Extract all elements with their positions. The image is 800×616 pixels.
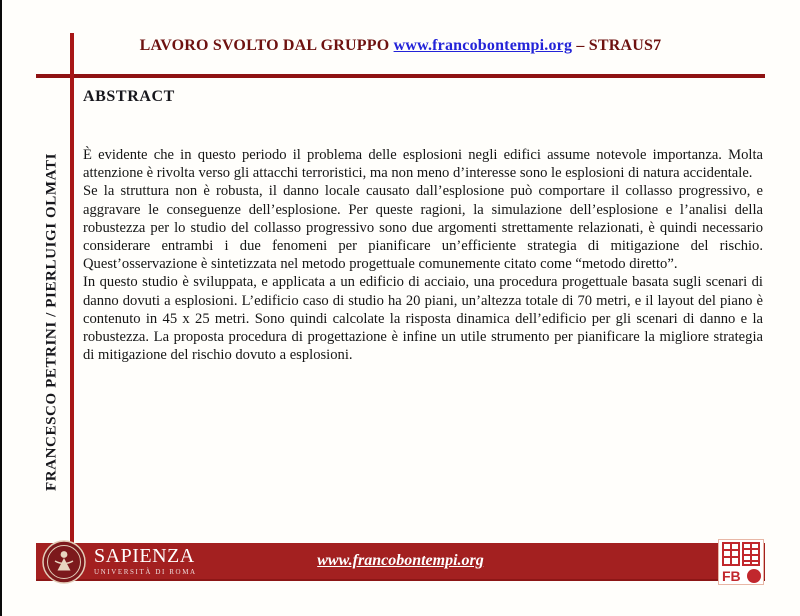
- red-vertical-rule: [70, 33, 74, 543]
- stamp-letters: FB: [722, 568, 741, 584]
- header-prefix-text: LAVORO SVOLTO DAL GRUPPO: [139, 37, 394, 54]
- page-left-edge-line: [0, 0, 2, 616]
- header-website-link[interactable]: www.francobontempi.org: [393, 37, 573, 54]
- header-suffix-text: – STRAUS7: [572, 37, 662, 54]
- abstract-paragraph-2: Se la struttura non è robusta, il danno locale causato dall’esplosione può comportare il collasso progressivo, e aggravare le conseguenze dell’esplosione. Per queste ragioni, la simulazione dell’esplosione e l’analisi della robustezza per lo studio del collasso progressivo sono due argomenti strettamente relazionati, è quindi necessario considerare entrambi i due fenomeni per pianificare un’efficiente strategia di mitigazione del rischio. Quest’osservazione è sintetizzata nel metodo progettuale comunemente citato come “metodo diretto”.: [83, 183, 763, 273]
- footer-website-link[interactable]: www.francobontempi.org: [317, 552, 484, 569]
- footer-link-container: [36, 552, 765, 570]
- university-name: SAPIENZA: [94, 545, 195, 567]
- page-header: [36, 37, 765, 55]
- abstract-heading: ABSTRACT: [83, 88, 175, 105]
- authors-text: FRANCESCO PETRINI / PIERLUIGI OLMATI: [43, 152, 60, 492]
- fbo-stamp-icon: [718, 539, 764, 585]
- abstract-body: [83, 146, 763, 364]
- university-subtitle: UNIVERSITÀ DI ROMA: [94, 568, 197, 576]
- abstract-paragraph-1: È evidente che in questo periodo il problema delle esplosioni negli edifici assume notevole importanza. Molta attenzione è rivolta verso gli attacchi terroristici, ma non meno d’interesse sono le esplosioni di natura accidentale.: [83, 147, 763, 182]
- abstract-paragraph-3: In questo studio è sviluppata, e applicata a un edificio di acciaio, una procedura progettuale basata sugli scenari di danno dovuti a esplosioni. L’edificio caso di studio ha 20 piani, un’altezza totale di 70 metri, e il layout del piano è contenuto in 45 x 25 metri. Sono quindi calcolate la risposta dinamica dell’edificio per gli scenari di danno e la robustezza. La proposta procedura di progettazione è infine un utile strumento per pianificare la migliore strategia di mitigazione del rischio dovuto a esplosioni.: [83, 274, 763, 364]
- red-horizontal-rule: [36, 74, 765, 78]
